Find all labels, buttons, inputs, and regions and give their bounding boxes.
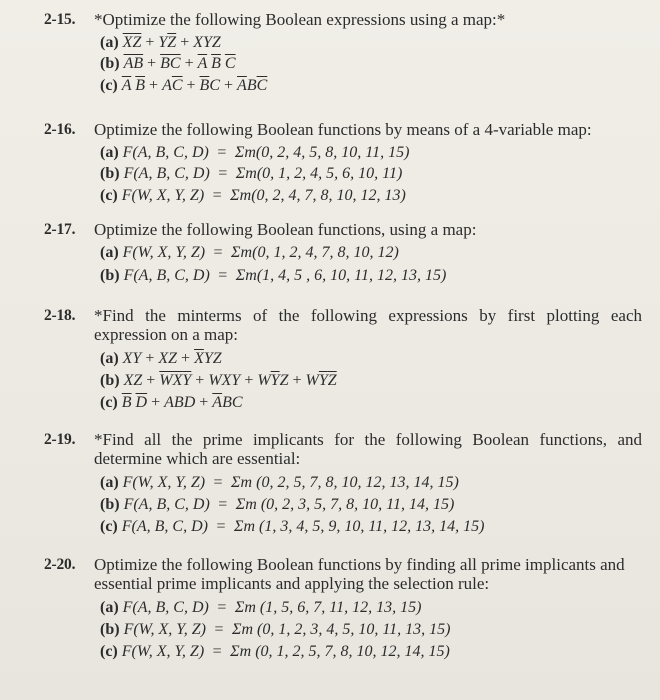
part-c: (c) F(W, X, Y, Z) = Σm (0, 1, 2, 5, 7, 8, 10, 12, 14, 15) [100,643,450,660]
part-a: (a) F(W, X, Y, Z) = Σm(0, 1, 2, 4, 7, 8, 10, 12) [100,244,399,261]
part-a: (a) XY + XZ + $\overline{X}YZ$ [100,350,222,367]
problem-number: 2-19. [44,431,76,448]
problem-statement: Optimize the following Boolean functions, using a map: [94,220,477,239]
part-c [100,76,267,96]
problem-statement: *Optimize the following Boolean expressions using a map:* [94,10,506,29]
part-b: (b) F(A, B, C, D) = Σm (0, 2, 3, 5, 7, 8, 10, 11, 14, 15) [100,496,455,513]
boolean-expression: $\overline{A}$ $\overline{B} + A\overline{C} + \overline{B}C + \overline{A}B\overline{C}$ [121,77,268,94]
problem-number: 2-15. [44,11,76,28]
part-a: (a) F(A, B, C, D) = Σm (1, 5, 6, 7, 11, 12, 13, 15) [100,599,422,616]
boolean-expression: XY + XZ + $\overline{X}YZ$ [122,350,222,367]
part-label: (a) [100,34,119,51]
part-b [100,54,236,74]
part-label: (c) [100,77,118,94]
part-b: (b) XZ + $\overline{W}\overline{X}\overline{Y}$ + WXY + $W\overline{Y}Z + W\overline{Y}\overline{Z}$ [100,372,337,389]
problem-number: 2-18. [44,307,76,324]
problem-statement: Optimize the following Boolean functions by means of a 4-variable map: [94,120,592,139]
problem-statement-line-1: Optimize the following Boolean functions by finding all prime implicants and [94,555,625,574]
problem-number: 2-17. [44,221,76,238]
part-b: (b) F(A, B, C, D) = Σm(0, 1, 2, 4, 5, 6, 10, 11) [100,165,403,182]
problem-number: 2-16. [44,121,76,138]
part-b: (b) F(A, B, C, D) = Σm(1, 4, 5 , 6, 10, 11, 12, 13, 15) [100,267,447,284]
part-a: (a) F(A, B, C, D) = Σm(0, 2, 4, 5, 8, 10, 11, 15) [100,144,410,161]
problem-statement-line-1: *Find all the prime implicants for the following Boolean functions, and [94,430,642,449]
boolean-expression: $\overline{AB} + \overline{BC} + \overline{A}$ $\overline{B}$ $\overline{C}$ [123,55,236,72]
part-c: (c) $\overline{B}$ $\overline{D}$ + ABD + $\overline{A}BC$ [100,394,243,411]
part-label: (b) [100,55,120,72]
problem-statement-line-2: essential prime implicants and applying the selection rule: [94,574,490,593]
problem-statement-line-1: *Find the minterms of the following expressions by first plotting each [94,306,642,325]
boolean-expression: XZ + $\overline{W}\overline{X}\overline{Y}$ + WXY + $W\overline{Y}Z + W\overline{Y}\overline{Z}$ [123,372,337,389]
boolean-expression: $\overline{X}\overline{Z} + Y\overline{Z}$ + XYZ [122,34,221,51]
part-b: (b) F(W, X, Y, Z) = Σm (0, 1, 2, 3, 4, 5, 10, 11, 13, 15) [100,621,451,638]
part-a: (a) F(W, X, Y, Z) = Σm (0, 2, 5, 7, 8, 10, 12, 13, 14, 15) [100,474,459,491]
boolean-expression: $\overline{B}$ $\overline{D}$ + ABD + $\overline{A}BC$ [121,394,243,411]
problem-statement-line-2: expression on a map: [94,325,238,344]
part-a [100,33,221,53]
part-c: (c) F(W, X, Y, Z) = Σm(0, 2, 4, 7, 8, 10, 12, 13) [100,187,406,204]
problem-statement-line-2: determine which are essential: [94,449,301,468]
part-c: (c) F(A, B, C, D) = Σm (1, 3, 4, 5, 9, 10, 11, 12, 13, 14, 15) [100,518,485,535]
problem-number: 2-20. [44,556,76,573]
